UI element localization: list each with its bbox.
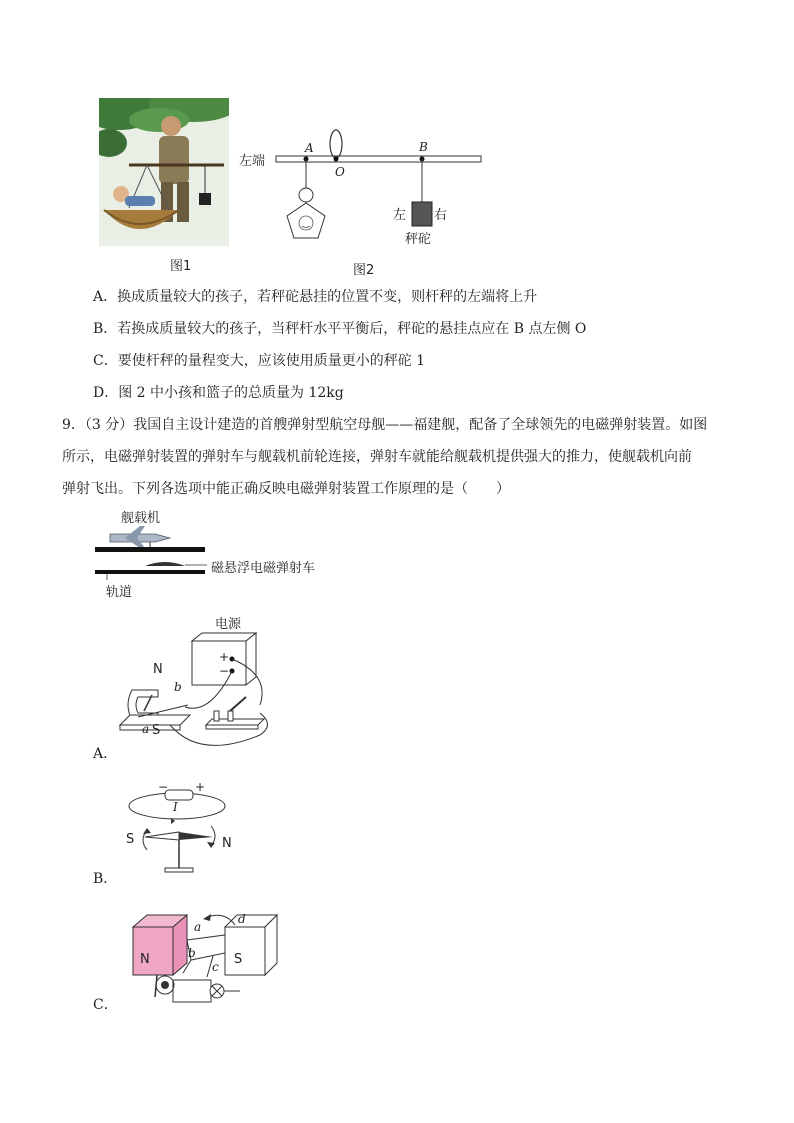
option-a-label: A． bbox=[93, 746, 118, 762]
catapult-label-aircraft: 舰载机 bbox=[121, 511, 161, 526]
option-c-b: b bbox=[188, 946, 196, 960]
option-c-d: d bbox=[238, 912, 246, 926]
q8-option-a: A．换成质量较大的孩子，若秤砣悬挂的位置不变，则杆秤的左端将上升 bbox=[93, 289, 538, 305]
option-b-minus: − bbox=[158, 780, 169, 794]
option-a-b: b bbox=[174, 680, 182, 694]
option-a-a: a bbox=[142, 722, 150, 736]
fig2-label-o: O bbox=[335, 165, 345, 179]
q8-option-b: B．若换成质量较大的孩子，当秤杆水平平衡后，秤砣的悬挂点应在 B 点左侧 O bbox=[93, 321, 587, 337]
fig2-label-right: 右 bbox=[434, 208, 448, 223]
option-b-diagram bbox=[115, 782, 245, 882]
figure-1-illustration bbox=[99, 98, 229, 246]
q9-stem-line-1: 9．（3 分）我国自主设计建造的首艘弹射型航空母舰——福建舰，配备了全球领先的电磁弹射装置。如图 bbox=[62, 417, 708, 433]
figure-1-caption: 图1 bbox=[170, 259, 192, 274]
option-a-s: S bbox=[152, 723, 161, 738]
fig2-label-b: B bbox=[419, 140, 428, 154]
fig2-label-a: A bbox=[305, 141, 314, 155]
fig2-label-left-end: 左端 bbox=[239, 154, 266, 169]
q9-stem-line-3: 弹射飞出。下列各选项中能正确反映电磁弹射装置工作原理的是（ ） bbox=[62, 481, 510, 497]
option-b-plus: + bbox=[195, 780, 206, 794]
figure-2-caption: 图2 bbox=[353, 263, 375, 278]
option-b-n: N bbox=[222, 836, 232, 851]
catapult-label-cart: 磁悬浮电磁弹射车 bbox=[211, 561, 316, 576]
option-a-minus: − bbox=[219, 664, 230, 678]
option-a-diagram bbox=[110, 625, 310, 755]
fig2-label-left: 左 bbox=[393, 208, 407, 223]
q8-option-c: C．要使杆秤的量程变大，应该使用质量更小的秤砣 1 bbox=[93, 353, 426, 369]
catapult-label-track: 轨道 bbox=[106, 585, 133, 600]
option-a-power-label: 电源 bbox=[215, 617, 242, 632]
option-c-label: C． bbox=[93, 997, 118, 1013]
q9-stem-line-2: 所示，电磁弹射装置的弹射车与舰载机前轮连接，弹射车就能给舰载机提供强大的推力，使舰载机向前 bbox=[62, 449, 692, 465]
option-b-label: B． bbox=[93, 871, 118, 887]
option-c-n: N bbox=[140, 952, 150, 967]
option-a-n: N bbox=[153, 662, 163, 677]
catapult-diagram bbox=[95, 520, 225, 590]
option-a-plus: + bbox=[219, 650, 230, 664]
option-b-s: S bbox=[126, 832, 135, 847]
fig2-label-counterweight: 秤砣 bbox=[405, 232, 432, 247]
option-c-a: a bbox=[194, 920, 202, 934]
option-b-current: I bbox=[173, 800, 178, 814]
q8-option-d: D．图 2 中小孩和篮子的总质量为 12kg bbox=[93, 385, 344, 401]
figure-1-drawing bbox=[99, 98, 229, 246]
option-c-c: c bbox=[212, 960, 219, 974]
option-c-s: S bbox=[234, 952, 243, 967]
figure-2-steelyard-diagram bbox=[236, 130, 496, 250]
